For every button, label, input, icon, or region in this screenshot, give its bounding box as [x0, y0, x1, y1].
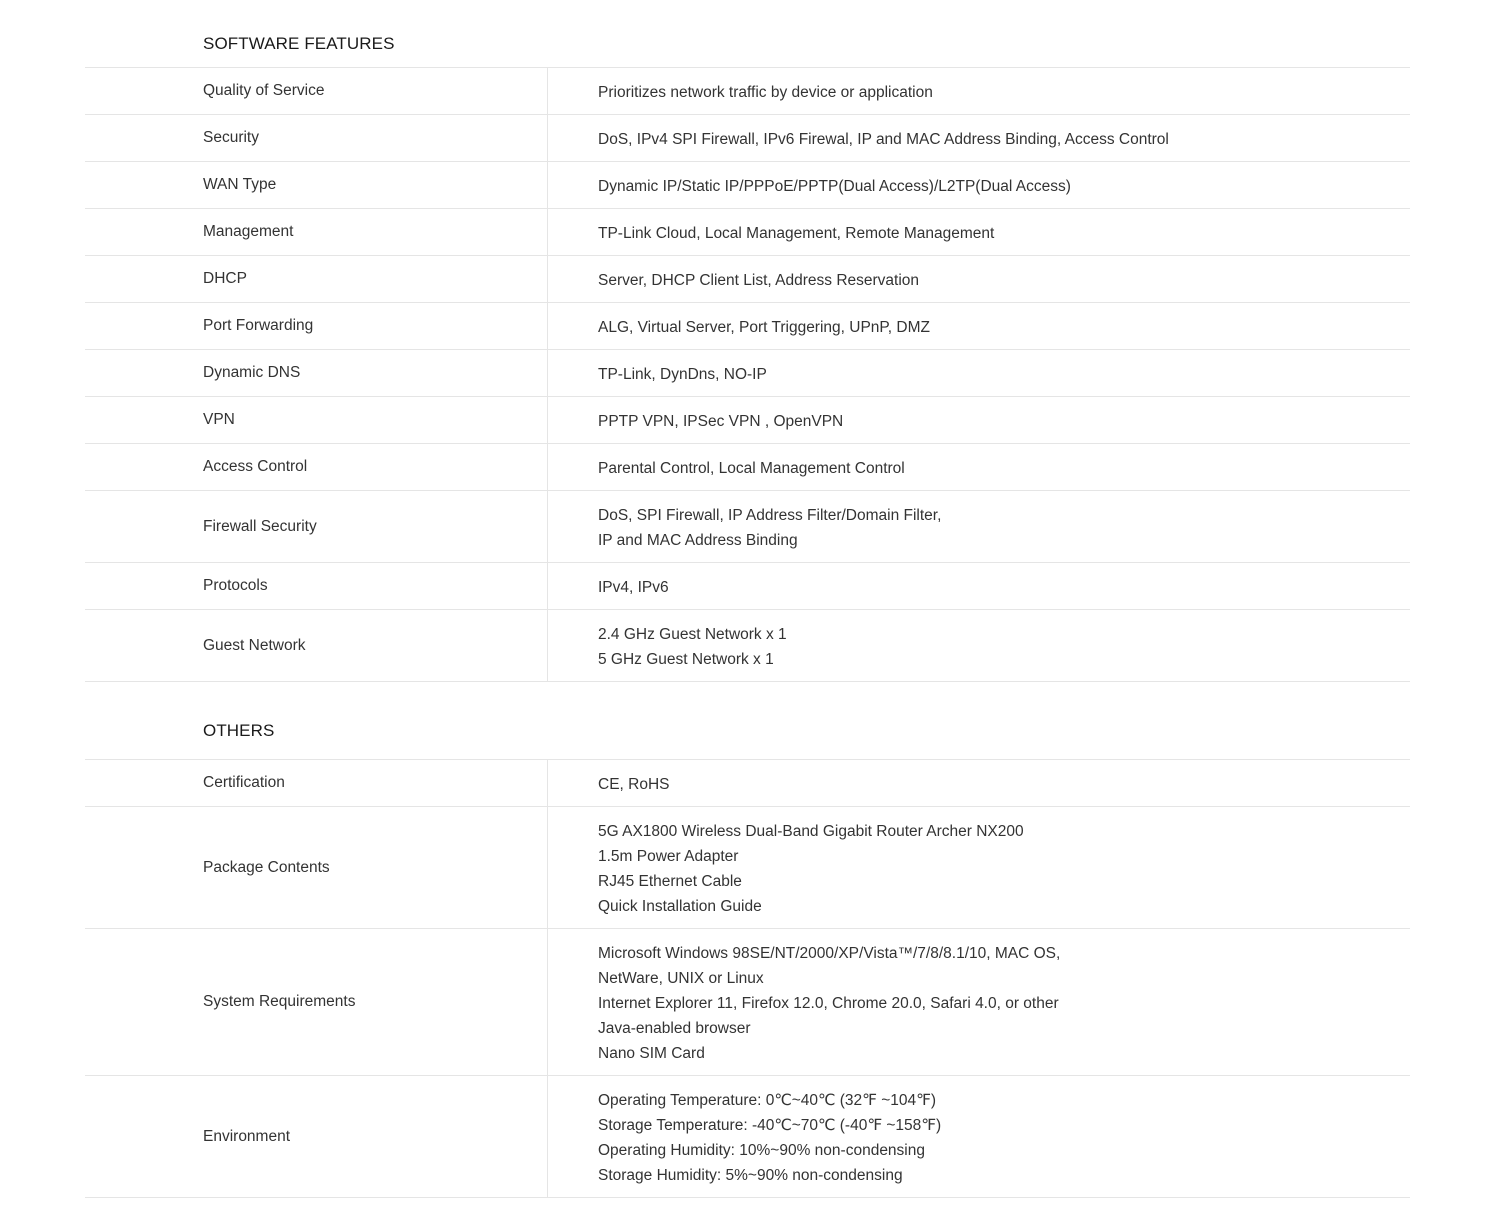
spec-label: WAN Type: [85, 162, 548, 208]
spec-row-quality-of-service: [85, 68, 1410, 115]
spec-row-dynamic-dns: [85, 350, 1410, 397]
spec-value: [548, 610, 1410, 681]
spec-label: Quality of Service: [85, 68, 548, 114]
spec-row-port-forwarding: [85, 303, 1410, 350]
spec-row-certification: [85, 760, 1410, 807]
spec-value-line: CE, RoHS: [598, 776, 670, 793]
section-title: OTHERS: [85, 682, 1410, 760]
spec-value-line: TP-Link, DynDns, NO-IP: [598, 366, 767, 383]
spec-value: [548, 68, 1410, 114]
spec-value-line: Operating Humidity: 10%~90% non-condensing: [598, 1142, 925, 1159]
spec-row-system-requirements: [85, 929, 1410, 1076]
spec-value-line: Quick Installation Guide: [598, 898, 762, 915]
spec-value-line: Storage Temperature: -40℃~70℃ (-40℉ ~158℉): [598, 1117, 942, 1134]
spec-label: Environment: [85, 1076, 548, 1197]
spec-value: [548, 929, 1410, 1075]
spec-value-line: Prioritizes network traffic by device or application: [598, 84, 933, 101]
spec-value-line: Storage Humidity: 5%~90% non-condensing: [598, 1167, 903, 1184]
spec-value-line: Parental Control, Local Management Control: [598, 460, 905, 477]
spec-value: [548, 303, 1410, 349]
spec-row-management: [85, 209, 1410, 256]
spec-value-line: Dynamic IP/Static IP/PPPoE/PPTP(Dual Access)/L2TP(Dual Access): [598, 178, 1071, 195]
spec-label: Management: [85, 209, 548, 255]
spec-label: Protocols: [85, 563, 548, 609]
spec-value-line: TP-Link Cloud, Local Management, Remote Management: [598, 225, 995, 242]
spec-label: VPN: [85, 397, 548, 443]
spec-value: [548, 760, 1410, 806]
section-others: [85, 682, 1410, 1198]
spec-value-line: ALG, Virtual Server, Port Triggering, UPnP, DMZ: [598, 319, 930, 336]
spec-label: Certification: [85, 760, 548, 806]
spec-value-line: 5G AX1800 Wireless Dual-Band Gigabit Router Archer NX200: [598, 823, 1024, 840]
spec-value-line: IPv4, IPv6: [598, 579, 669, 596]
spec-row-security: [85, 115, 1410, 162]
spec-value-line: IP and MAC Address Binding: [598, 532, 798, 549]
spec-value: [548, 162, 1410, 208]
spec-value: [548, 1076, 1410, 1197]
spec-row-wan-type: [85, 162, 1410, 209]
spec-label: Dynamic DNS: [85, 350, 548, 396]
spec-value-line: Operating Temperature: 0℃~40℃ (32℉ ~104℉): [598, 1092, 937, 1109]
spec-row-firewall-security: [85, 491, 1410, 563]
spec-label: Guest Network: [85, 610, 548, 681]
spec-label: Security: [85, 115, 548, 161]
spec-value-line: Microsoft Windows 98SE/NT/2000/XP/Vista™/7/8/8.1/10, MAC OS,: [598, 945, 1061, 962]
spec-value: [548, 807, 1410, 928]
spec-value: [548, 256, 1410, 302]
spec-value: [548, 563, 1410, 609]
spec-value: [548, 444, 1410, 490]
spec-value: [548, 350, 1410, 396]
spec-label: Package Contents: [85, 807, 548, 928]
spec-value-line: 5 GHz Guest Network x 1: [598, 651, 774, 668]
spec-value-line: 1.5m Power Adapter: [598, 848, 739, 865]
spec-value: [548, 115, 1410, 161]
spec-table: [85, 0, 1410, 1198]
section-software-features: [85, 0, 1410, 682]
spec-value: [548, 491, 1410, 562]
spec-row-package-contents: [85, 807, 1410, 929]
spec-value-line: DoS, SPI Firewall, IP Address Filter/Domain Filter,: [598, 507, 942, 524]
spec-value: [548, 209, 1410, 255]
spec-row-dhcp: [85, 256, 1410, 303]
spec-value-line: Java-enabled browser: [598, 1020, 751, 1037]
spec-value-line: DoS, IPv4 SPI Firewall, IPv6 Firewal, IP and MAC Address Binding, Access Control: [598, 131, 1169, 148]
spec-label: Firewall Security: [85, 491, 548, 562]
spec-value-line: 2.4 GHz Guest Network x 1: [598, 626, 787, 643]
spec-value-line: Nano SIM Card: [598, 1045, 705, 1062]
spec-label: DHCP: [85, 256, 548, 302]
spec-row-protocols: [85, 563, 1410, 610]
spec-row-environment: [85, 1076, 1410, 1198]
spec-value-line: Internet Explorer 11, Firefox 12.0, Chrome 20.0, Safari 4.0, or other: [598, 995, 1059, 1012]
spec-value: [548, 397, 1410, 443]
spec-label: System Requirements: [85, 929, 548, 1075]
spec-value-line: PPTP VPN, IPSec VPN , OpenVPN: [598, 413, 844, 430]
spec-row-vpn: [85, 397, 1410, 444]
spec-label: Port Forwarding: [85, 303, 548, 349]
spec-row-access-control: [85, 444, 1410, 491]
spec-label: Access Control: [85, 444, 548, 490]
spec-value-line: RJ45 Ethernet Cable: [598, 873, 742, 890]
section-title: SOFTWARE FEATURES: [85, 0, 1410, 68]
spec-value-line: NetWare, UNIX or Linux: [598, 970, 764, 987]
spec-row-guest-network: [85, 610, 1410, 682]
spec-value-line: Server, DHCP Client List, Address Reservation: [598, 272, 920, 289]
